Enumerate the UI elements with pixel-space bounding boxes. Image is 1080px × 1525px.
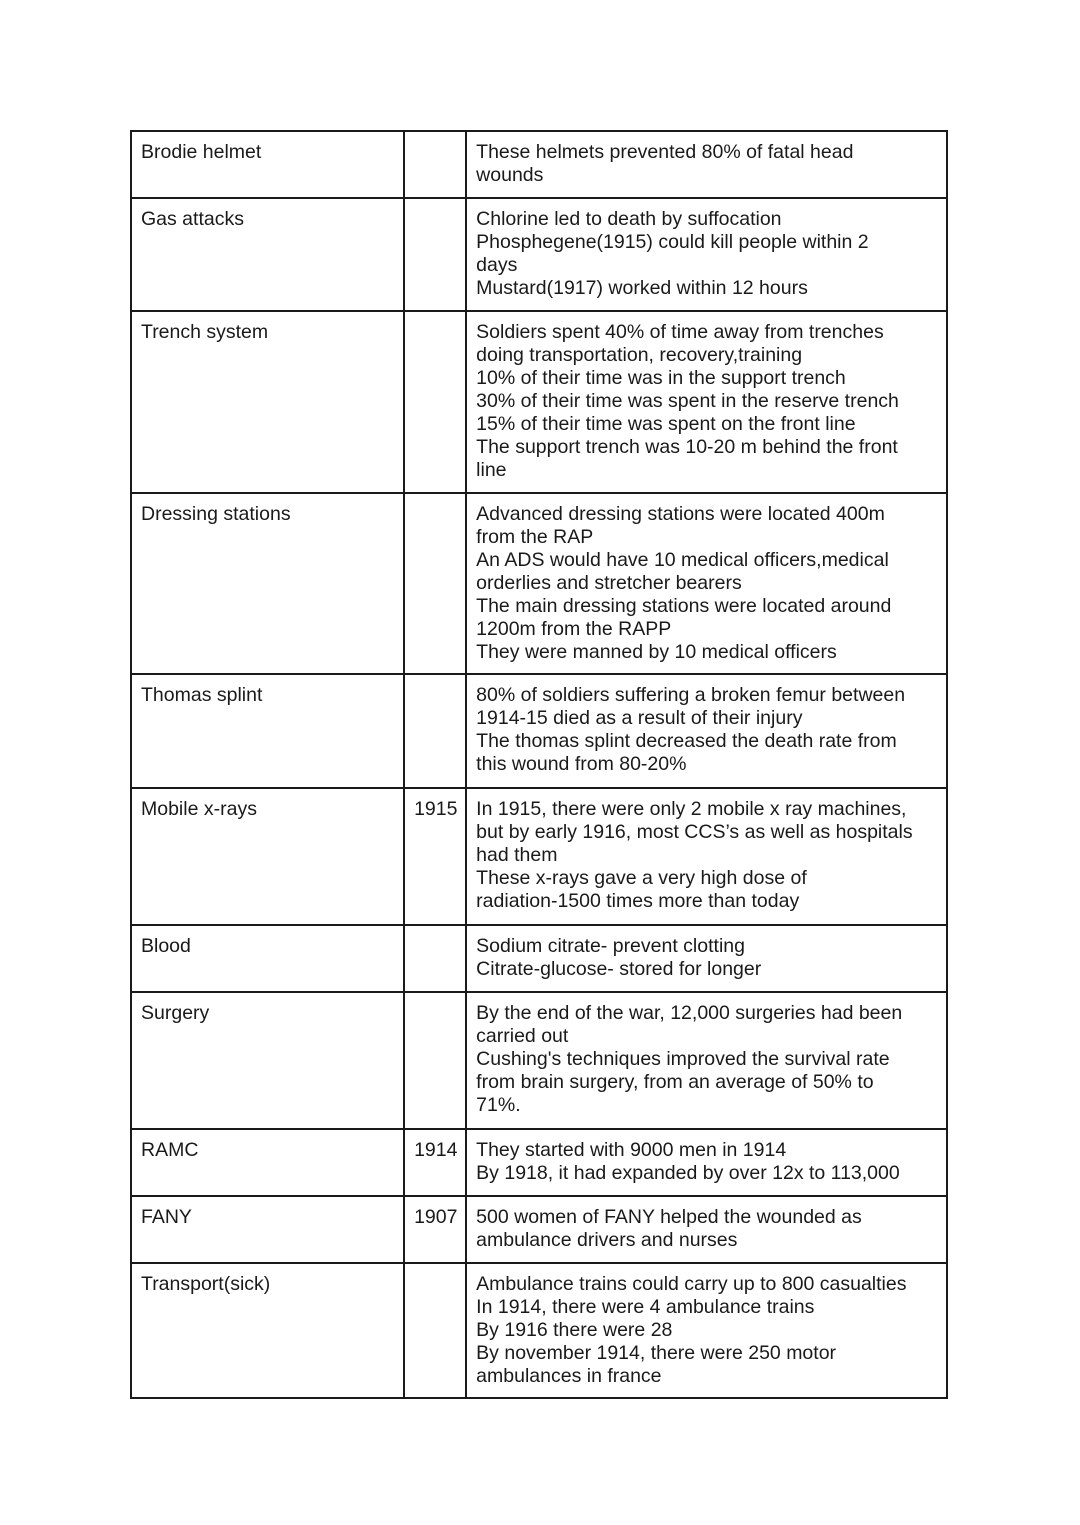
- topic-cell: Gas attacks: [131, 198, 404, 311]
- table-row: [131, 1196, 947, 1263]
- notes-table-body: [131, 131, 947, 1398]
- fact-line: 10% of their time was in the support trench: [476, 367, 846, 389]
- fact-line: ambulance drivers and nurses: [476, 1229, 738, 1251]
- fact-line: but by early 1916, most CCS’s as well as hospitals: [476, 821, 913, 843]
- topic-cell: Thomas splint: [131, 674, 404, 788]
- facts-cell: [466, 131, 947, 198]
- facts-cell: [466, 198, 947, 311]
- year-cell: [404, 311, 466, 493]
- fact-line: 15% of their time was spent on the front line: [476, 413, 856, 435]
- table-row: [131, 674, 947, 788]
- facts-cell: [466, 674, 947, 788]
- topic-cell: Blood: [131, 925, 404, 992]
- year-cell: [404, 925, 466, 992]
- fact-line: Soldiers spent 40% of time away from trenches: [476, 321, 884, 343]
- table-row: [131, 131, 947, 198]
- fact-line: These x-rays gave a very high dose of: [476, 867, 807, 889]
- facts-cell: [466, 1263, 947, 1398]
- fact-line: Advanced dressing stations were located 400m: [476, 503, 885, 525]
- fact-line: Cushing's techniques improved the survival rate: [476, 1048, 890, 1070]
- fact-line: 30% of their time was spent in the reserve trench: [476, 390, 899, 412]
- fact-line: from the RAP: [476, 526, 594, 548]
- facts-cell: [466, 311, 947, 493]
- fact-line: 80% of soldiers suffering a broken femur between: [476, 684, 906, 706]
- fact-line: Citrate-glucose- stored for longer: [476, 958, 762, 980]
- fact-line: They started with 9000 men in 1914: [476, 1139, 787, 1161]
- fact-line: Sodium citrate- prevent clotting: [476, 935, 745, 957]
- topic-cell: Transport(sick): [131, 1263, 404, 1398]
- fact-line: By the end of the war, 12,000 surgeries had been: [476, 1002, 903, 1024]
- fact-line: 1914-15 died as a result of their injury: [476, 707, 803, 729]
- fact-line: carried out: [476, 1025, 569, 1047]
- topic-cell: RAMC: [131, 1129, 404, 1196]
- fact-line: radiation-1500 times more than today: [476, 890, 800, 912]
- facts-cell: [466, 1129, 947, 1196]
- fact-line: this wound from 80-20%: [476, 753, 687, 775]
- facts-cell: [466, 788, 947, 925]
- facts-cell: [466, 1196, 947, 1263]
- topic-cell: Trench system: [131, 311, 404, 493]
- fact-line: 500 women of FANY helped the wounded as: [476, 1206, 862, 1228]
- facts-cell: [466, 925, 947, 992]
- topic-cell: Brodie helmet: [131, 131, 404, 198]
- notes-table: [130, 130, 948, 1399]
- year-cell: 1914: [404, 1129, 466, 1196]
- fact-line: The support trench was 10-20 m behind the front: [476, 436, 898, 458]
- fact-line: They were manned by 10 medical officers: [476, 641, 837, 663]
- fact-line: line: [476, 459, 507, 481]
- year-cell: [404, 493, 466, 674]
- table-row: [131, 493, 947, 674]
- year-cell: [404, 198, 466, 311]
- table-row: [131, 788, 947, 925]
- fact-line: wounds: [476, 164, 544, 186]
- fact-line: from brain surgery, from an average of 50% to: [476, 1071, 874, 1093]
- year-cell: 1907: [404, 1196, 466, 1263]
- fact-line: Phosphegene(1915) could kill people within 2: [476, 231, 869, 253]
- table-row: [131, 925, 947, 992]
- fact-line: doing transportation, recovery,training: [476, 344, 803, 366]
- fact-line: By 1918, it had expanded by over 12x to 113,000: [476, 1162, 900, 1184]
- table-row: [131, 1263, 947, 1398]
- topic-cell: FANY: [131, 1196, 404, 1263]
- year-cell: [404, 992, 466, 1129]
- year-cell: 1915: [404, 788, 466, 925]
- year-cell: [404, 1263, 466, 1398]
- fact-line: Chlorine led to death by suffocation: [476, 208, 782, 230]
- table-row: [131, 992, 947, 1129]
- topic-cell: Surgery: [131, 992, 404, 1129]
- fact-line: Mustard(1917) worked within 12 hours: [476, 277, 808, 299]
- fact-line: had them: [476, 844, 558, 866]
- fact-line: The main dressing stations were located around: [476, 595, 892, 617]
- fact-line: The thomas splint decreased the death rate from: [476, 730, 897, 752]
- fact-line: An ADS would have 10 medical officers,medical: [476, 549, 889, 571]
- facts-cell: [466, 493, 947, 674]
- fact-line: 1200m from the RAPP: [476, 618, 672, 640]
- facts-cell: [466, 992, 947, 1129]
- year-cell: [404, 674, 466, 788]
- table-row: [131, 1129, 947, 1196]
- fact-line: days: [476, 254, 518, 276]
- fact-line: ambulances in france: [476, 1365, 662, 1387]
- fact-line: By november 1914, there were 250 motor: [476, 1342, 837, 1364]
- fact-line: By 1916 there were 28: [476, 1319, 673, 1341]
- topic-cell: Mobile x-rays: [131, 788, 404, 925]
- fact-line: In 1914, there were 4 ambulance trains: [476, 1296, 815, 1318]
- table-row: [131, 311, 947, 493]
- topic-cell: Dressing stations: [131, 493, 404, 674]
- fact-line: These helmets prevented 80% of fatal head: [476, 141, 854, 163]
- fact-line: orderlies and stretcher bearers: [476, 572, 742, 594]
- year-cell: [404, 131, 466, 198]
- table-row: [131, 198, 947, 311]
- fact-line: Ambulance trains could carry up to 800 casualties: [476, 1273, 907, 1295]
- fact-line: 71%.: [476, 1094, 521, 1116]
- fact-line: In 1915, there were only 2 mobile x ray machines,: [476, 798, 907, 820]
